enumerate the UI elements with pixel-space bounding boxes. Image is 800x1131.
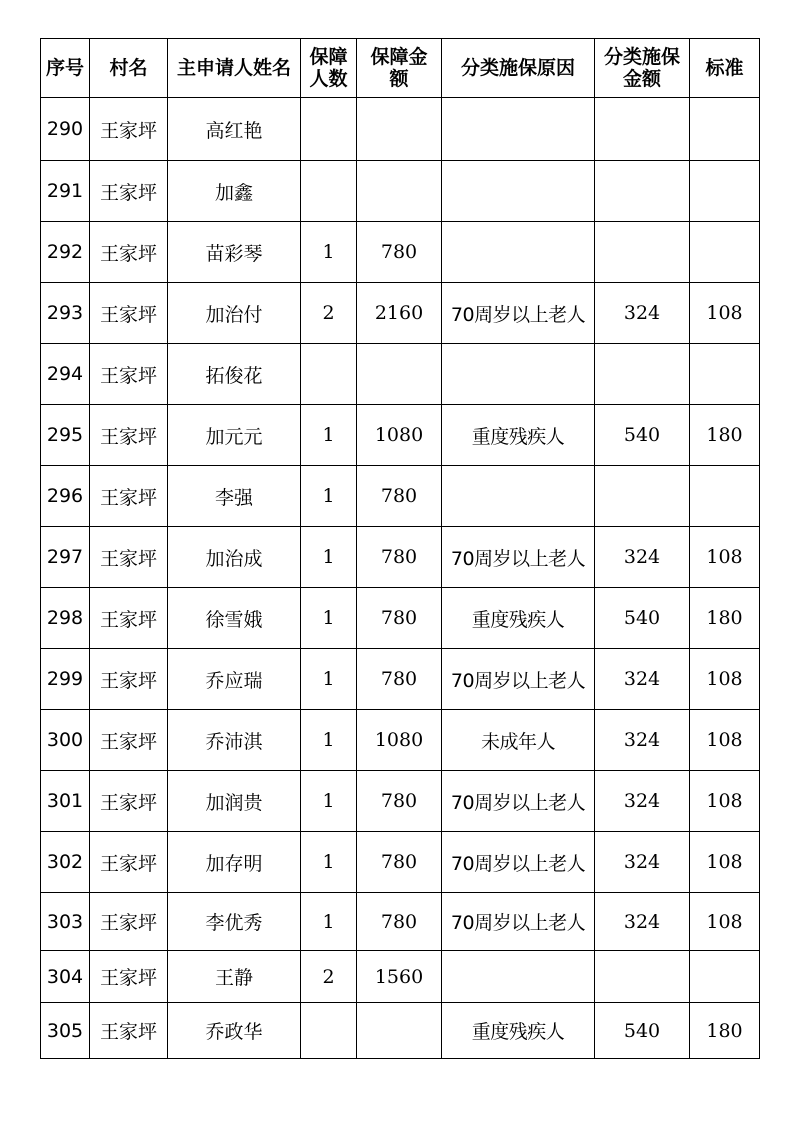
cell-reason: 70周岁以上老人: [442, 893, 595, 951]
cell-applicant: 加治成: [168, 527, 301, 588]
table-body: [41, 98, 760, 1059]
cell-standard: [690, 222, 760, 283]
cell-village: 王家坪: [90, 344, 168, 405]
cell-reason: 70周岁以上老人: [442, 832, 595, 893]
cell-applicant: 乔应瑞: [168, 649, 301, 710]
cell-standard: 108: [690, 771, 760, 832]
cell-standard: [690, 98, 760, 161]
cell-count: 1: [301, 710, 357, 771]
header-amount: 保障金额: [357, 39, 442, 98]
table-row: [41, 405, 760, 466]
cell-standard: 180: [690, 588, 760, 649]
cell-class-amount: [595, 951, 690, 1003]
cell-applicant: 乔政华: [168, 1003, 301, 1059]
cell-standard: 180: [690, 405, 760, 466]
table-row: [41, 893, 760, 951]
cell-village: 王家坪: [90, 161, 168, 222]
cell-reason: 70周岁以上老人: [442, 649, 595, 710]
cell-applicant: 徐雪娥: [168, 588, 301, 649]
cell-count: 1: [301, 649, 357, 710]
cell-standard: [690, 466, 760, 527]
table-row: [41, 649, 760, 710]
cell-village: 王家坪: [90, 893, 168, 951]
cell-reason: 70周岁以上老人: [442, 771, 595, 832]
cell-reason: [442, 466, 595, 527]
cell-village: 王家坪: [90, 832, 168, 893]
cell-standard: [690, 161, 760, 222]
table-row: [41, 222, 760, 283]
cell-class-amount: [595, 344, 690, 405]
cell-class-amount: 540: [595, 405, 690, 466]
cell-standard: 108: [690, 832, 760, 893]
cell-village: 王家坪: [90, 527, 168, 588]
cell-reason: 重度残疾人: [442, 405, 595, 466]
cell-amount: 780: [357, 893, 442, 951]
cell-count: 1: [301, 222, 357, 283]
cell-count: 1: [301, 405, 357, 466]
cell-applicant: 王静: [168, 951, 301, 1003]
cell-class-amount: 324: [595, 832, 690, 893]
cell-applicant: 拓俊花: [168, 344, 301, 405]
welfare-table: [40, 38, 760, 1059]
cell-applicant: 加治付: [168, 283, 301, 344]
cell-applicant: 苗彩琴: [168, 222, 301, 283]
cell-class-amount: 324: [595, 283, 690, 344]
cell-standard: 108: [690, 649, 760, 710]
header-applicant: 主申请人姓名: [168, 39, 301, 98]
cell-village: 王家坪: [90, 951, 168, 1003]
cell-seq: 302: [41, 832, 90, 893]
cell-village: 王家坪: [90, 222, 168, 283]
cell-standard: 108: [690, 283, 760, 344]
cell-amount: 1560: [357, 951, 442, 1003]
cell-reason: [442, 222, 595, 283]
cell-class-amount: 540: [595, 1003, 690, 1059]
cell-seq: 292: [41, 222, 90, 283]
cell-seq: 291: [41, 161, 90, 222]
header-reason: 分类施保原因: [442, 39, 595, 98]
cell-reason: 重度残疾人: [442, 1003, 595, 1059]
cell-amount: 1080: [357, 710, 442, 771]
cell-amount: 780: [357, 527, 442, 588]
cell-class-amount: [595, 222, 690, 283]
cell-seq: 301: [41, 771, 90, 832]
header-village: 村名: [90, 39, 168, 98]
cell-village: 王家坪: [90, 283, 168, 344]
cell-village: 王家坪: [90, 405, 168, 466]
cell-amount: 780: [357, 832, 442, 893]
table-row: [41, 466, 760, 527]
cell-count: 1: [301, 466, 357, 527]
cell-seq: 304: [41, 951, 90, 1003]
cell-standard: [690, 344, 760, 405]
cell-applicant: 乔沛淇: [168, 710, 301, 771]
cell-count: 1: [301, 527, 357, 588]
cell-seq: 299: [41, 649, 90, 710]
cell-village: 王家坪: [90, 649, 168, 710]
table-row: [41, 283, 760, 344]
cell-applicant: 加元元: [168, 405, 301, 466]
cell-village: 王家坪: [90, 771, 168, 832]
header-row: [41, 39, 760, 98]
cell-reason: 重度残疾人: [442, 588, 595, 649]
table-row: [41, 951, 760, 1003]
cell-seq: 290: [41, 98, 90, 161]
cell-reason: [442, 344, 595, 405]
cell-count: 2: [301, 283, 357, 344]
cell-amount: 1080: [357, 405, 442, 466]
cell-amount: 780: [357, 771, 442, 832]
table-row: [41, 710, 760, 771]
cell-applicant: 加润贵: [168, 771, 301, 832]
table-row: [41, 832, 760, 893]
cell-amount: 780: [357, 466, 442, 527]
cell-seq: 298: [41, 588, 90, 649]
cell-village: 王家坪: [90, 466, 168, 527]
table-row: [41, 771, 760, 832]
cell-class-amount: 324: [595, 710, 690, 771]
cell-applicant: 加鑫: [168, 161, 301, 222]
cell-reason: [442, 951, 595, 1003]
header-standard: 标准: [690, 39, 760, 98]
cell-count: [301, 98, 357, 161]
cell-amount: [357, 344, 442, 405]
cell-amount: [357, 161, 442, 222]
cell-amount: 780: [357, 222, 442, 283]
cell-class-amount: [595, 466, 690, 527]
table-row: [41, 1003, 760, 1059]
cell-class-amount: 324: [595, 771, 690, 832]
cell-applicant: 李优秀: [168, 893, 301, 951]
cell-reason: [442, 98, 595, 161]
cell-seq: 305: [41, 1003, 90, 1059]
cell-reason: 未成年人: [442, 710, 595, 771]
cell-applicant: 高红艳: [168, 98, 301, 161]
cell-seq: 297: [41, 527, 90, 588]
cell-standard: 108: [690, 893, 760, 951]
cell-seq: 295: [41, 405, 90, 466]
cell-applicant: 李强: [168, 466, 301, 527]
cell-amount: 2160: [357, 283, 442, 344]
cell-class-amount: 324: [595, 893, 690, 951]
cell-count: [301, 161, 357, 222]
cell-amount: [357, 1003, 442, 1059]
cell-count: 2: [301, 951, 357, 1003]
cell-seq: 303: [41, 893, 90, 951]
cell-count: 1: [301, 771, 357, 832]
cell-village: 王家坪: [90, 588, 168, 649]
table-row: [41, 161, 760, 222]
cell-reason: 70周岁以上老人: [442, 527, 595, 588]
cell-seq: 294: [41, 344, 90, 405]
cell-seq: 296: [41, 466, 90, 527]
cell-standard: [690, 951, 760, 1003]
cell-class-amount: [595, 98, 690, 161]
cell-applicant: 加存明: [168, 832, 301, 893]
table-row: [41, 344, 760, 405]
cell-class-amount: 540: [595, 588, 690, 649]
header-seq: 序号: [41, 39, 90, 98]
cell-amount: [357, 98, 442, 161]
cell-seq: 293: [41, 283, 90, 344]
cell-class-amount: [595, 161, 690, 222]
cell-standard: 108: [690, 710, 760, 771]
table-row: [41, 588, 760, 649]
cell-count: [301, 344, 357, 405]
cell-count: [301, 1003, 357, 1059]
cell-reason: [442, 161, 595, 222]
cell-reason: 70周岁以上老人: [442, 283, 595, 344]
table-row: [41, 527, 760, 588]
cell-amount: 780: [357, 649, 442, 710]
cell-count: 1: [301, 588, 357, 649]
cell-standard: 108: [690, 527, 760, 588]
table-row: [41, 98, 760, 161]
cell-class-amount: 324: [595, 649, 690, 710]
header-count: 保障人数: [301, 39, 357, 98]
cell-village: 王家坪: [90, 710, 168, 771]
cell-standard: 180: [690, 1003, 760, 1059]
cell-count: 1: [301, 832, 357, 893]
cell-amount: 780: [357, 588, 442, 649]
cell-seq: 300: [41, 710, 90, 771]
cell-village: 王家坪: [90, 98, 168, 161]
cell-village: 王家坪: [90, 1003, 168, 1059]
cell-class-amount: 324: [595, 527, 690, 588]
header-class-amount: 分类施保金额: [595, 39, 690, 98]
cell-count: 1: [301, 893, 357, 951]
